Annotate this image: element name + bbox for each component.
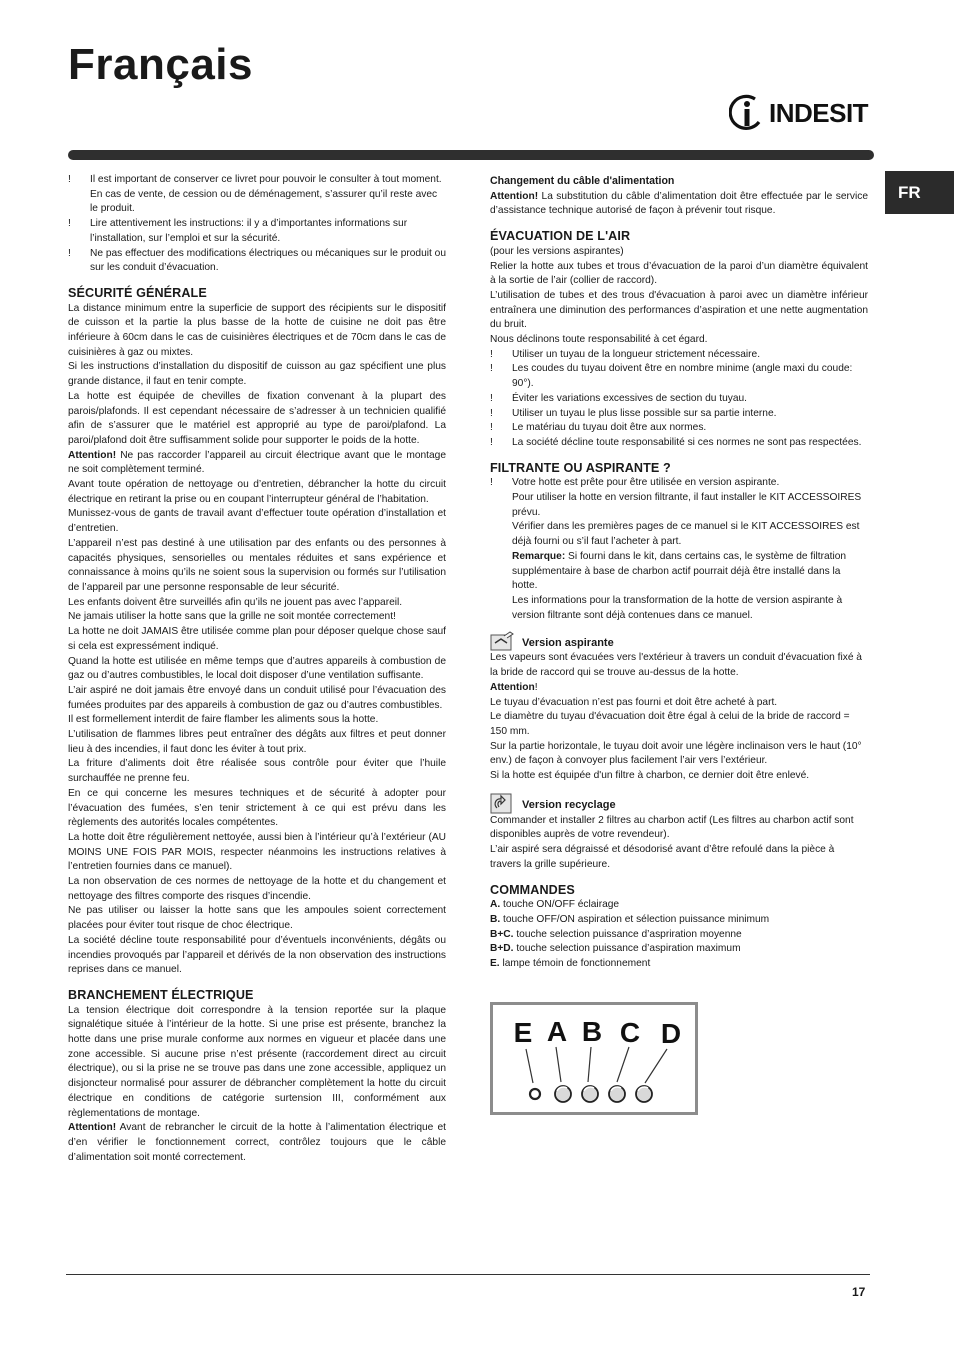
command-item [490,957,868,972]
paragraph: Ne jamais utiliser la hotte sans que la grille ne soit montée correctement! [68,611,396,623]
list-item [490,362,868,391]
footer-rule [66,1274,870,1275]
paragraph: La distance minimum entre la superficie de support des récipients sur le dispositif de cuisson et la partie la plus basse de la hotte de cuisine ne doit pas être inférieure à 60cm dans le cas de cuisinières électriques et de 70cm dans le cas de cuisinières à gaz ou mixtes. [68,302,446,358]
bullet-mark: ! [490,436,493,448]
paragraph: Munissez-vous de gants de travail avant d’effectuer toute opération d’installation et d’entretien. [68,508,446,535]
list-item-text: Votre hotte est prête pour être utilisée en version aspirante. [512,477,780,489]
list-item [490,436,868,451]
intro-list [68,173,446,276]
list-item [490,392,868,407]
command-item [490,942,868,957]
remarque-text: Si fourni dans le kit, dans certains cas, le système de filtration supplémentaire à base de charbon actif pourrait déjà être installé dans la hotte. [512,550,847,592]
ducted-hood-icon [490,631,514,651]
paragraph: Sur la partie horizontale, le tuyau doit avoir une légère inclinaison vers le haut (10° env.) de façon à convoyer plus facilement l’air vers l’extérieur. [490,740,862,767]
paragraph: Le tuyau d’évacuation n’est pas fourni et doit être acheté à part. [490,696,778,708]
command-item [490,913,868,928]
command-key: B+C. [490,928,514,940]
evacuation-list [490,348,868,451]
attention-label: Attention! [490,190,539,202]
leader-line-c [617,1047,629,1082]
paragraph: Le diamètre du tuyau d'évacuation doit être égal à celui de la bride de raccord = 150 mm. [490,711,850,737]
bullet-mark: ! [68,247,71,259]
list-item-text: Ne pas effectuer des modifications électriques ou mécaniques sur le produit ou sur les conduit d’évacuation. [90,247,447,274]
panel-label-e: E [513,1017,533,1048]
paragraph: La hotte est équipée de chevilles de fixation convenant à la plupart des parois/plafonds. Il est cependant nécessaire de s’adresser à un technicien qualifié afin de s’assurer que le matériel est approprié au type de paroi/plafond. La paroi/plafond doit être suffisamment solide pour supporter le poids de la hotte. [68,390,446,446]
list-item [490,407,868,422]
command-item [490,928,868,943]
bullet-mark: ! [490,422,493,434]
section-heading-cable: Changement du câble d'alimentation [490,175,675,187]
attention-label: Attention! [68,449,117,461]
command-text: touche OFF/ON aspiration et sélection puissance minimum [500,913,770,925]
list-item-text: Utiliser un tuyau de la longueur strictement nécessaire. [512,348,761,360]
section-heading-filtrante: FILTRANTE OU ASPIRANTE ? [490,460,671,475]
paragraph: Ne pas utiliser ou laisser la hotte sans que les ampoules soient correctement placées pour éviter tout risque de choc électrique. [68,905,446,932]
paragraph: La friture d’aliments doit être réalisée sous contrôle pour éviter que l’huile surchauffée ne prenne feu. [68,758,446,785]
attention-label: Attention [490,681,535,693]
page-title: Français [68,40,253,89]
section-heading-branchement: BRANCHEMENT ÉLECTRIQUE [68,987,254,1002]
remarque-label: Remarque: [512,550,566,562]
button-c [609,1086,625,1102]
list-item [490,476,868,491]
paragraph: La société décline toute responsabilité pour d’éventuels inconvénients, dégâts ou incendies provoqués par l’appareil et dérivés de la non observation des instructions reprises dans ce manuel. [68,934,446,976]
brand-name: INDESIT [769,97,869,128]
command-key: E. [490,958,500,970]
command-text: touche selection puissance d’aspriration moyenne [513,928,742,940]
leader-line-d [645,1049,667,1083]
bullet-mark: ! [490,477,493,489]
header-rule [68,150,874,160]
command-key: B. [490,913,501,925]
control-panel-figure [493,1005,695,1112]
paragraph: Commander et installer 2 filtres au charbon actif (Les filtres au charbon actif sont disponibles auprès de votre revendeur). [490,814,854,841]
section-heading-evacuation: ÉVACUATION DE L'AIR [490,229,631,244]
list-item [490,421,868,436]
command-key: B+D. [490,943,514,955]
paragraph: Si la hotte est équipée d'un filtre à charbon, ce dernier doit être enlevé. [490,770,810,782]
bullet-mark: ! [68,218,71,230]
control-panel-diagram [490,1002,698,1115]
list-item [490,348,868,363]
paragraph: Relier la hotte aux tubes et trous d’évacuation de la paroi d’un diamètre équivalent à la sortie de l’air (collier de raccord). [490,260,868,287]
paragraph: La tension électrique doit correspondre à la tension reportée sur la plaque signalétique située à l’intérieur de la hotte. Si une prise est présente, branchez la hotte dans une prise murale conforme aux normes en vigueur et placée dans une zone accessible. Si aucune prise n’est présente (raccordement direct au circuit électrique), ou si la prise ne se trouve pas dans une zone accessible, appliquez un disjoncteur normalisé pour assurer de débrancher complètement la hotte du circuit électrique en conditions de catégorie surtension III, conformément aux règlementations de montage. [68,1004,446,1119]
section-heading-commandes: COMMANDES [490,882,575,897]
remarque-paragraph [490,550,868,594]
paragraph: Avant toute opération de nettoyage ou d’entretien, débrancher la hotte du circuit électrique en retirant la prise ou en coupant l’interrupteur général de l’habitation. [68,479,446,505]
leader-line-e [526,1049,533,1083]
button-b [582,1086,598,1102]
panel-label-c: C [619,1017,641,1048]
filtrante-list [490,476,868,491]
list-item-text: Il est important de conserver ce livret pour pouvoir le consulter à tout moment. En cas de vente, de cession ou de déménagement, s’assurer qu’il reste avec le produit. [90,174,442,215]
brand-logo [729,94,868,132]
panel-label-a: A [546,1016,568,1047]
list-item-text: Le matériau du tuyau doit être aux normes. [512,422,707,434]
list-item-text: Utiliser un tuyau le plus lisse possible sur sa partie interne. [512,407,777,419]
list-item [68,217,446,246]
attention-label: Attention! [68,1122,117,1134]
version-aspirante-header [490,631,868,651]
paragraph: Les informations pour la transformation de la hotte de version aspirante à version filtrante sont déjà contenues dans ce manuel. [512,594,843,621]
attention-text: Ne pas raccorder l’appareil au circuit électrique avant que le montage ne soit complètement terminé. [68,449,446,476]
paragraph: L’utilisation de tubes et des trous d'évacuation à paroi avec un diamètre inférieur entraînera une diminution des performances d’aspiration et une nette augmentation du bruit. [490,289,868,331]
leader-line-a [556,1047,561,1082]
left-column [68,173,446,1165]
attention-text: Avant de rebrancher le circuit de la hotte à l’alimentation électrique et d’en vérifier le fonctionnement correct, contrôlez toujours que le câble d’alimentation soit monté correctement. [68,1122,446,1163]
leader-line-b [588,1047,591,1082]
paragraph: L’utilisation de flammes libres peut entraîner des dégâts aux filtres et peut donner lieu à des incendies, il faut donc les éviter à tout prix. [68,729,446,755]
list-item [68,173,446,217]
list-item [68,247,446,276]
attention-text: La substitution du câble d’alimentation doit être effectuée par le service d’assistance technique autorisé de façon à prévenir tout risque. [490,190,868,217]
list-item-text: Lire attentivement les instructions: il y a d’importantes informations sur l’installation, sur l’emploi et sur la sécurité. [90,218,408,244]
paragraph: Les vapeurs sont évacuées vers l'extérieur à travers un conduit d'évacuation fixé à la bride de raccord qui se trouve au-dessus de la hotte. [490,652,862,679]
command-text: lampe témoin de fonctionnement [499,958,651,970]
command-item [490,898,868,913]
attention-paragraph [490,190,868,219]
version-recyclage-header [490,792,868,814]
paragraph: Vérifier dans les premières pages de ce manuel si le KIT ACCESSOIRES est déjà fourni ou s’il faut l’acheter à part. [512,521,860,548]
paragraph: La hotte ne doit JAMAIS être utilisée comme plan pour déposer quelque chose sauf si cela est expressément indiqué. [68,626,446,652]
recirculating-hood-icon [490,792,514,814]
bullet-mark: ! [490,348,493,360]
paragraph: Si les instructions d’installation du dispositif de cuisson au gaz spécifient une plus grande distance, il faut en tenir compte. [68,361,446,388]
bullet-mark: ! [490,407,493,419]
panel-label-d: D [660,1018,682,1049]
paragraph: L’air aspiré sera dégraissé et désodorisé avant d’être refoulé dans la pièce à travers la grille supérieure. [490,844,835,870]
indicator-lamp [530,1089,540,1099]
command-text: touche selection puissance d’aspiration maximum [513,943,741,955]
section-note: (pour les versions aspirantes) [490,245,624,257]
command-text: touche ON/OFF éclairage [500,899,620,911]
button-d [636,1086,652,1102]
paragraph: L’appareil n’est pas destiné à une utilisation par des enfants ou des personnes à capacités physiques, sensorielles ou mentales réduites et sans expérience et connaissance à moins qu’ils ne soient sous la supervision ou formés sur l’utilisation de l’appareil par une personne responsable de leur sécurité. [68,537,446,593]
indesit-logo-icon [729,94,765,132]
paragraph: En ce qui concerne les mesures techniques et de sécurité à adopter pour l’évacuation des fumées, s’en tenir strictement à ce qui est prévu dans les règlements des autorités locales compétentes. [68,787,446,829]
list-item-text: La société décline toute responsabilité si ces normes ne sont pas respectées. [512,436,862,448]
paragraph: Pour utiliser la hotte en version filtrante, il faut installer le KIT ACCESSOIRES prévu. [512,492,862,518]
language-tab: FR [885,171,954,214]
page-number: 17 [852,1285,866,1299]
paragraph: L’air aspiré ne doit jamais être envoyé dans un conduit utilisé pour l’évacuation des fumées produites par des appareils à combustion de gaz ou d’autres combustibles. [68,684,446,711]
version-recyclage-title: Version recyclage [522,799,616,812]
right-column [490,174,868,972]
bullet-mark: ! [490,392,493,404]
attention-paragraph [490,681,868,696]
paragraph: La non observation de ces normes de nettoyage de la hotte et du changement et nettoyage des filtres comporte des risques d’incendie. [68,876,446,902]
panel-label-b: B [581,1016,603,1047]
attention-suffix: ! [534,681,538,693]
section-heading-securite: SÉCURITÉ GÉNÉRALE [68,285,207,300]
attention-paragraph [68,449,446,478]
bullet-mark: ! [490,363,493,375]
bullet-mark: ! [68,174,71,185]
button-a [555,1086,571,1102]
list-item-text: Éviter les variations excessives de section du tuyau. [512,392,747,404]
paragraph: La hotte doit être régulièrement nettoyée, aussi bien à l’intérieur qu’à l’extérieur (AU MOINS UNE FOIS PAR MOIS, respecter néanmoins les instructions relatives à l’entretien fournies dans ce manuel). [68,831,446,873]
paragraph: Quand la hotte est utilisée en même temps que d’autres appareils à combustion de gaz ou d’autres combustibles, le local doit disposer d’une ventilation suffisante. [68,655,446,682]
list-item-text: Les coudes du tuyau doivent être en nombre minime (angle maxi du coude: 90°). [512,363,853,390]
command-key: A. [490,899,501,911]
attention-paragraph [68,1121,446,1165]
paragraph: Il est formellement interdit de faire flamber les aliments sous la hotte. [68,714,379,726]
paragraph: Nous déclinons toute responsabilité à cet égard. [490,334,708,346]
paragraph: Les enfants doivent être surveillés afin qu’ils ne jouent pas avec l’appareil. [68,596,403,608]
version-aspirante-title: Version aspirante [522,636,614,649]
